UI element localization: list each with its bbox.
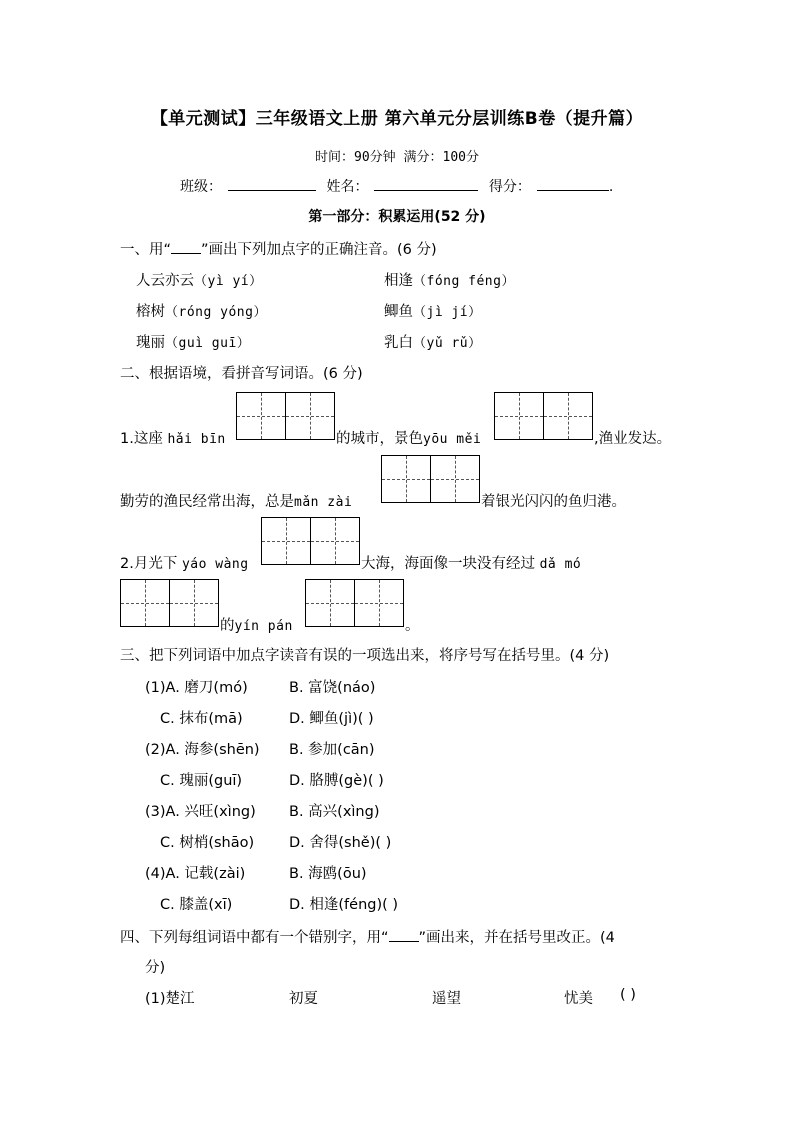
q3-option-answer[interactable]: D. 鲫鱼(jì)( )	[289, 711, 374, 727]
q3-option: B. 高兴(xìng)	[289, 804, 380, 820]
student-info-line	[180, 176, 613, 196]
q3-option: (1)A. 磨刀(mó)	[145, 680, 248, 696]
q3-option: B. 参加(cān)	[289, 742, 375, 758]
writing-grid-yaowang[interactable]	[261, 517, 360, 565]
text: 勤劳的渔民经常出海，总是	[120, 494, 294, 510]
q1-word: 鲫鱼	[384, 304, 413, 320]
pinyin-cue: yáo wàng	[181, 557, 249, 572]
writing-grid-youmei[interactable]	[494, 392, 593, 440]
q2-s1-text-a	[120, 427, 226, 448]
writing-grid-damo[interactable]	[120, 579, 219, 627]
q1-stem-b: ”画出下列加点字的正确注音。(6 分)	[201, 242, 437, 258]
q1-pinyin[interactable]: （guì guī）	[165, 336, 251, 351]
q4-word[interactable]: 初夏	[289, 991, 318, 1007]
q2-s1-text-e: 着银光闪闪的鱼归港。	[481, 494, 626, 510]
q2-s1-text-d	[120, 490, 352, 511]
q4-word[interactable]: 遥望	[432, 991, 461, 1007]
q2-s2-text-c	[220, 614, 293, 635]
q3-stem: 三、把下列词语中加点字读音有误的一项选出来，将序号写在括号里。(4 分)	[120, 648, 610, 664]
q3-option: (4)A. 记载(zài)	[145, 866, 246, 882]
exam-meta: 时间：90分钟 满分：100分	[315, 150, 479, 165]
q3-option-answer[interactable]: D. 相逢(féng)( )	[289, 897, 399, 913]
q1-pinyin[interactable]: （róng yóng）	[165, 305, 267, 320]
text: 1.这座	[120, 431, 163, 447]
q4-stem	[120, 926, 615, 947]
q1-item	[384, 331, 482, 352]
q1-word: 人云亦云	[136, 273, 194, 289]
end-dot: .	[608, 179, 614, 195]
underline-mark	[389, 928, 419, 942]
q3-option: C. 树梢(shāo)	[160, 835, 255, 851]
q4-word[interactable]: 忧美	[564, 991, 593, 1007]
pinyin-cue: yín pán	[234, 619, 293, 634]
pinyin-cue: yōu měi	[423, 432, 482, 447]
q3-option: C. 抹布(mā)	[160, 711, 243, 727]
text: 2.月光下	[120, 556, 178, 572]
score-blank[interactable]	[537, 176, 609, 191]
pinyin-cue: dǎ mó	[539, 557, 582, 572]
q3-option-answer[interactable]: D. 舍得(shě)( )	[289, 835, 392, 851]
q1-word: 乳白	[384, 335, 413, 351]
q2-stem: 二、根据语境，看拼音写词语。(6 分)	[120, 366, 363, 382]
q1-pinyin[interactable]: （yǔ rǔ）	[413, 336, 482, 351]
q1-word: 相逢	[384, 273, 413, 289]
name-label: 姓名：	[326, 179, 369, 195]
q1-pinyin[interactable]: （yì yí）	[194, 274, 263, 289]
q1-pinyin[interactable]: （jì jí）	[413, 305, 482, 320]
writing-grid-manzai[interactable]	[381, 455, 480, 503]
text: 的	[220, 618, 235, 634]
pinyin-cue: hǎi bīn	[167, 432, 226, 447]
q1-stem	[120, 238, 437, 259]
pinyin-cue: mǎn zài	[294, 495, 353, 510]
class-label: 班级：	[180, 179, 222, 195]
q1-item	[384, 300, 482, 321]
q3-option: C. 瑰丽(guī)	[160, 773, 243, 789]
q1-item	[136, 300, 267, 321]
q3-option: (2)A. 海参(shēn)	[145, 742, 260, 758]
page-title: 【单元测试】三年级语文上册 第六单元分层训练B卷（提升篇）	[150, 109, 644, 129]
q2-s1-text-b	[336, 427, 481, 448]
writing-grid-haibin[interactable]	[236, 392, 335, 440]
q2-s2-text-a	[120, 552, 249, 573]
q1-item	[136, 331, 250, 352]
underline-mark	[171, 240, 201, 254]
q2-s1-text-c: ,渔业发达。	[594, 431, 672, 447]
part-one-title: 第一部分：积累运用(52 分)	[308, 209, 486, 225]
writing-grid-yinpan[interactable]	[305, 579, 404, 627]
q1-pinyin[interactable]: （fóng féng）	[413, 274, 515, 289]
q3-option: C. 膝盖(xī)	[160, 897, 233, 913]
class-blank[interactable]	[228, 176, 316, 191]
q1-word: 榕树	[136, 304, 165, 320]
q1-item	[136, 269, 263, 290]
q4-answer-paren[interactable]: ( )	[620, 987, 636, 1003]
q1-word: 瑰丽	[136, 335, 165, 351]
q1-stem-a: 一、用“	[120, 242, 172, 258]
q4-word[interactable]: (1)楚江	[145, 991, 195, 1007]
q2-s2-text-b	[361, 552, 581, 573]
name-blank[interactable]	[374, 176, 478, 191]
text: 的城市，景色	[336, 431, 423, 447]
q3-option: B. 富饶(náo)	[289, 680, 376, 696]
q4-stem-cont: 分)	[145, 960, 166, 976]
q4-stem-a: 四、下列每组词语中都有一个错别字，用“	[120, 930, 389, 946]
q3-option-answer[interactable]: D. 胳膊(gè)( )	[289, 773, 384, 789]
score-label: 得分：	[488, 179, 531, 195]
q3-option: B. 海鸥(ōu)	[289, 866, 367, 882]
text: 大海，海面像一块没有经过	[361, 556, 535, 572]
q1-item	[384, 269, 515, 290]
q2-s2-text-d: 。	[405, 618, 420, 634]
q4-stem-b: ”画出来，并在括号里改正。(4	[418, 930, 615, 946]
q3-option: (3)A. 兴旺(xìng)	[145, 804, 256, 820]
